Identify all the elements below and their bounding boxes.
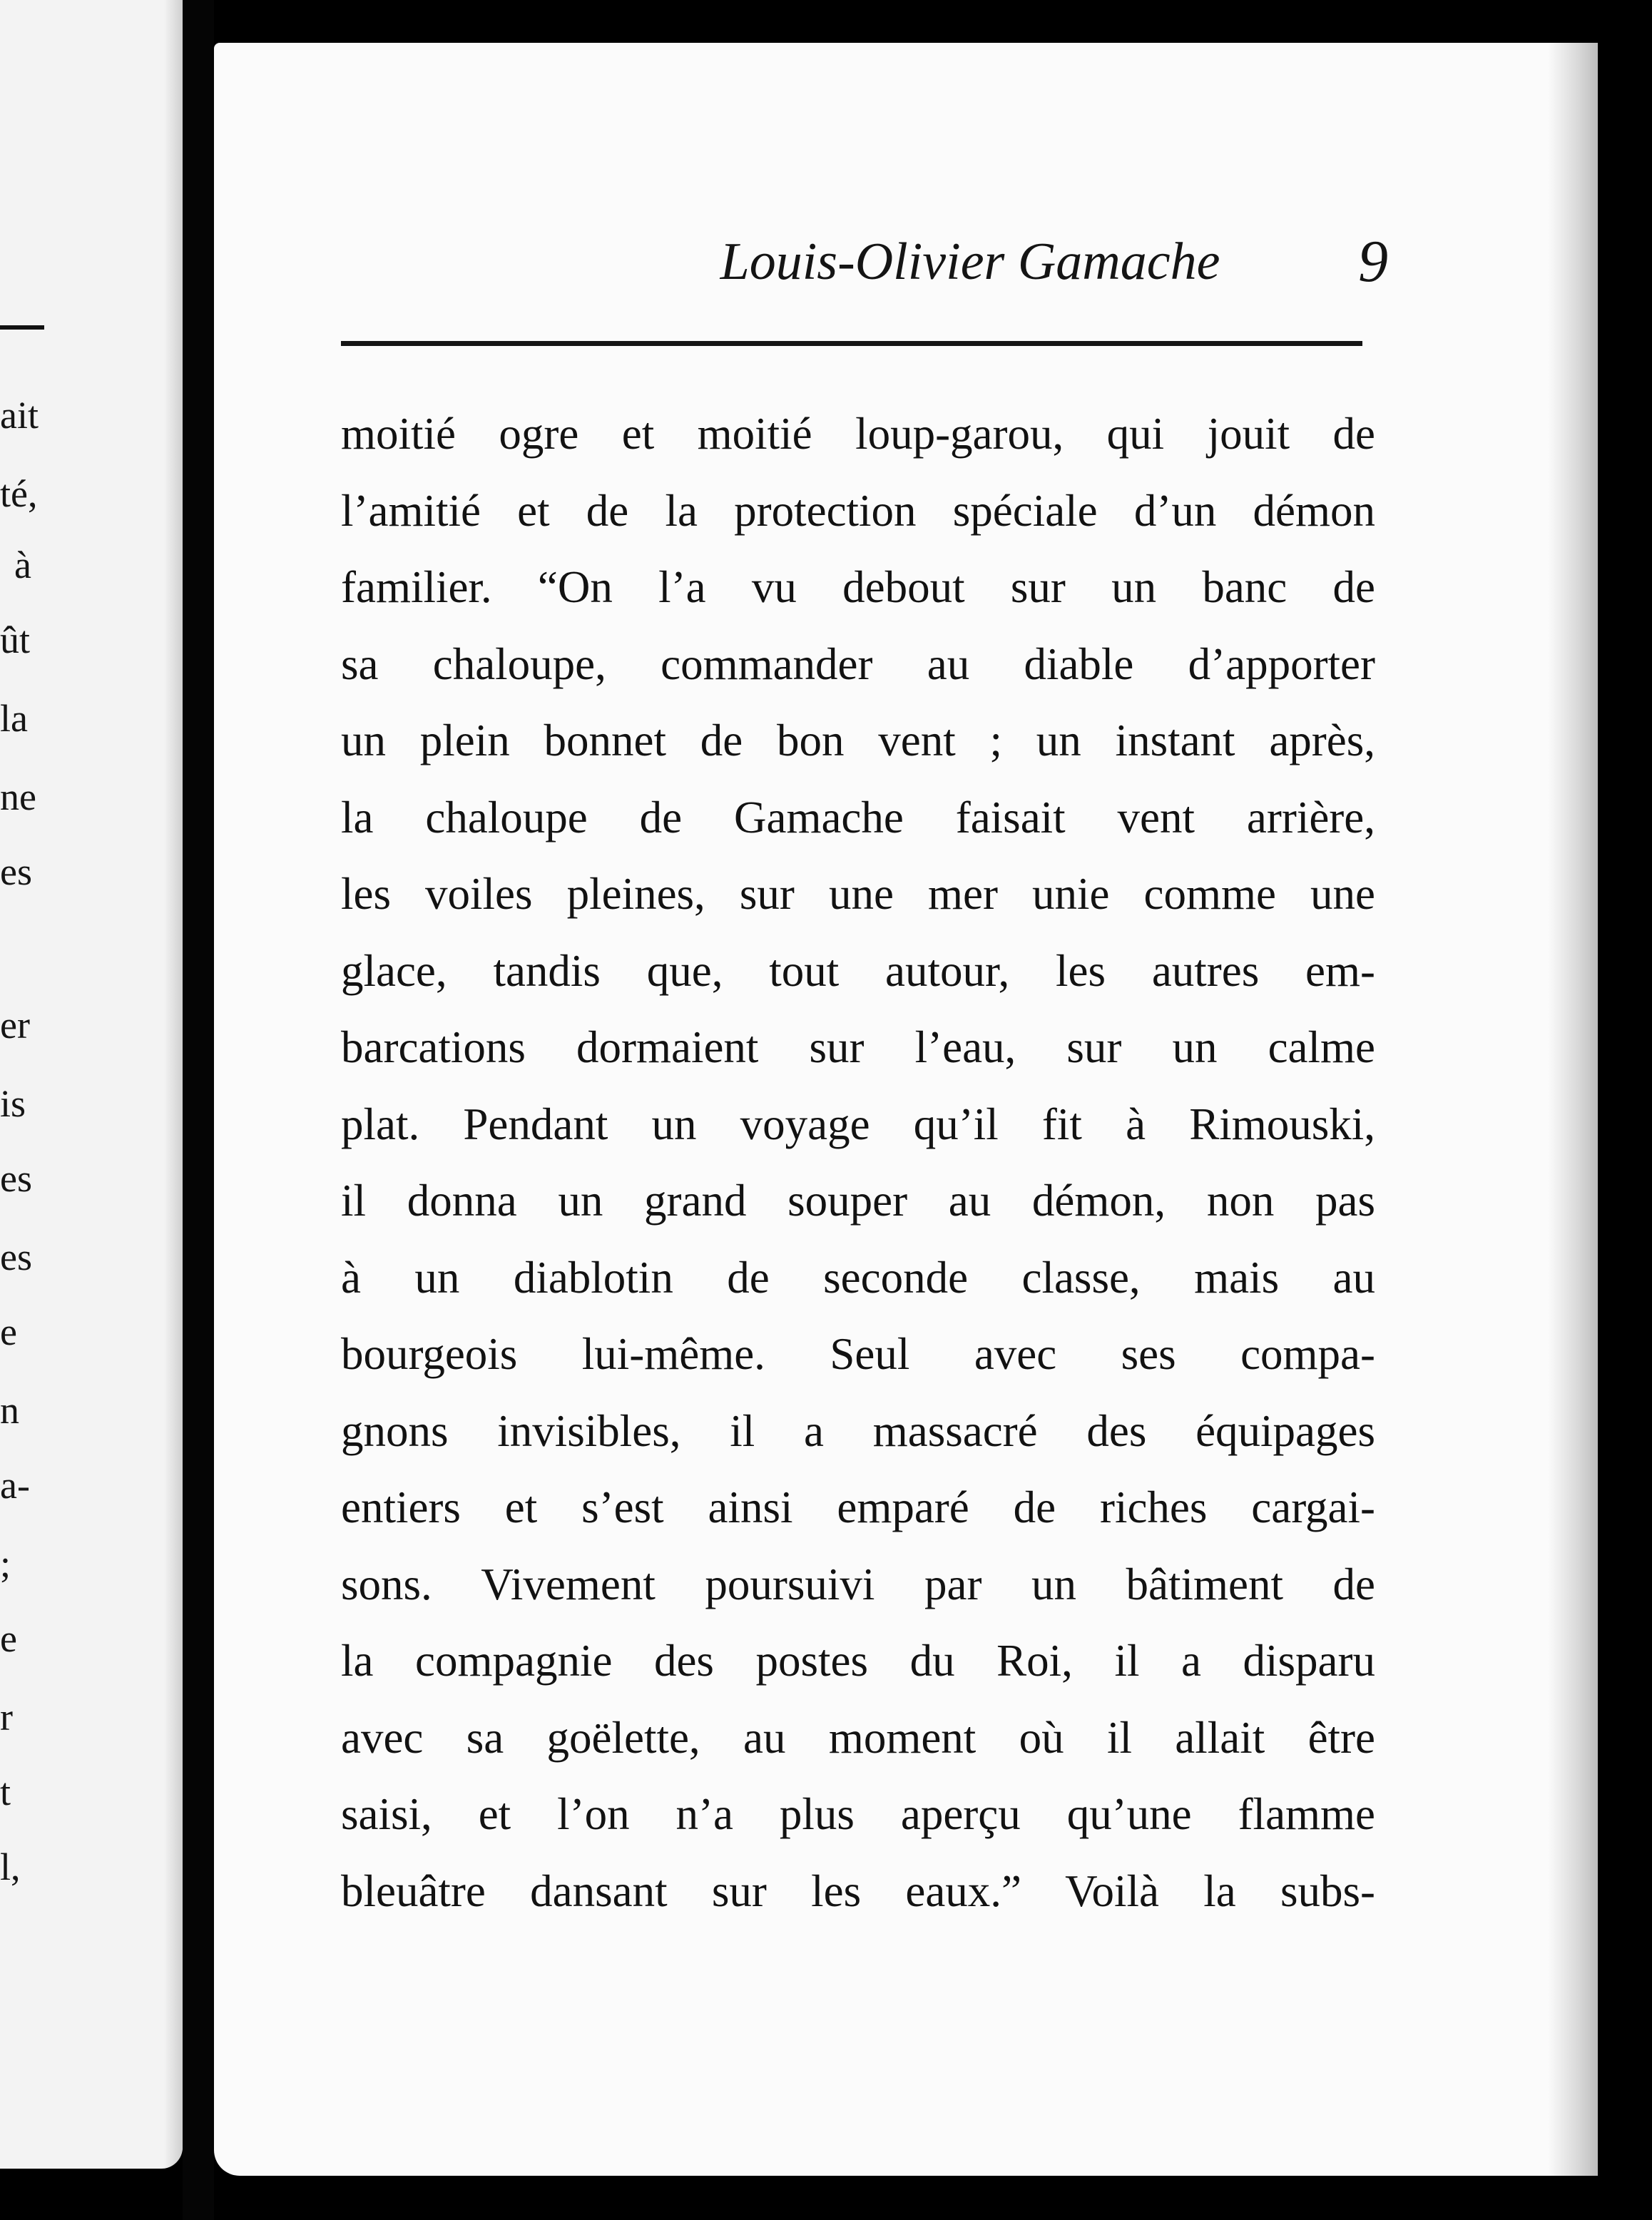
text-line: bleuâtre dansant sur les eaux.” Voilà la subs- <box>341 1865 1375 1916</box>
page-edge <box>1548 43 1598 2176</box>
left-page-fragment: ; <box>0 1542 11 1585</box>
book-page <box>214 43 1598 2176</box>
text-line: avec sa goëlette, au moment où il allait être <box>341 1712 1375 1763</box>
left-page-fragment: es <box>0 850 32 893</box>
left-page-fragment: ait <box>0 394 39 437</box>
text-line: l’amitié et de la protection spéciale d’un démon <box>341 485 1375 536</box>
left-page-fragment: e <box>0 1617 17 1660</box>
left-page-fragment: er <box>0 1004 30 1047</box>
text-line: il donna un grand souper au démon, non pas <box>341 1176 1375 1226</box>
text-line: les voiles pleines, sur une mer unie comme une <box>341 869 1375 919</box>
text-line: moitié ogre et moitié loup-garou, qui jouit de <box>341 409 1375 459</box>
left-page-fragment: t <box>0 1771 11 1813</box>
running-title: Louis-Olivier Gamache <box>720 233 1220 291</box>
left-page-fragment: à <box>14 544 31 586</box>
text-line: gnons invisibles, il a massacré des équipages <box>341 1405 1375 1456</box>
left-page-fragment: es <box>0 1236 32 1278</box>
text-line: entiers et s’est ainsi emparé de riches cargai- <box>341 1482 1375 1532</box>
text-line: saisi, et l’on n’a plus aperçu qu’une flamme <box>341 1789 1375 1839</box>
left-facing-page <box>0 0 183 2169</box>
left-page-fragment: l, <box>0 1845 21 1888</box>
text-line: sa chaloupe, commander au diable d’apporter <box>341 638 1375 689</box>
text-line: la compagnie des postes du Roi, il a disparu <box>341 1636 1375 1686</box>
left-page-fragment: e <box>0 1310 17 1353</box>
text-line: familier. “On l’a vu debout sur un banc de <box>341 562 1375 612</box>
text-line: glace, tandis que, tout autour, les autres em- <box>341 945 1375 996</box>
header-rule <box>341 341 1362 346</box>
text-line: sons. Vivement poursuivi par un bâtiment de <box>341 1559 1375 1609</box>
left-page-fragment: ne <box>0 775 36 818</box>
text-line: barcations dormaient sur l’eau, sur un calme <box>341 1022 1375 1072</box>
left-page-fragment: a- <box>0 1464 30 1507</box>
body-text <box>341 396 1375 1930</box>
page-number: 9 <box>1358 228 1388 295</box>
left-page-fragment: ût <box>0 618 31 661</box>
text-line: plat. Pendant un voyage qu’il fit à Rimouski, <box>341 1099 1375 1149</box>
left-page-fragment: is <box>0 1082 26 1125</box>
left-page-edge <box>164 0 183 2169</box>
text-line: la chaloupe de Gamache faisait vent arrière, <box>341 792 1375 842</box>
text-line: un plein bonnet de bon vent ; un instant après, <box>341 716 1375 765</box>
book-gutter <box>183 0 214 2220</box>
left-page-rule <box>0 325 44 330</box>
left-page-fragment: n <box>0 1389 19 1432</box>
left-page-fragment: es <box>0 1157 32 1200</box>
left-page-fragment: té, <box>0 472 38 515</box>
text-line: bourgeois lui-même. Seul avec ses compa- <box>341 1329 1375 1379</box>
left-page-fragment: r <box>0 1696 13 1738</box>
text-line: à un diablotin de seconde classe, mais au <box>341 1252 1375 1303</box>
left-page-fragment: la <box>0 697 28 740</box>
